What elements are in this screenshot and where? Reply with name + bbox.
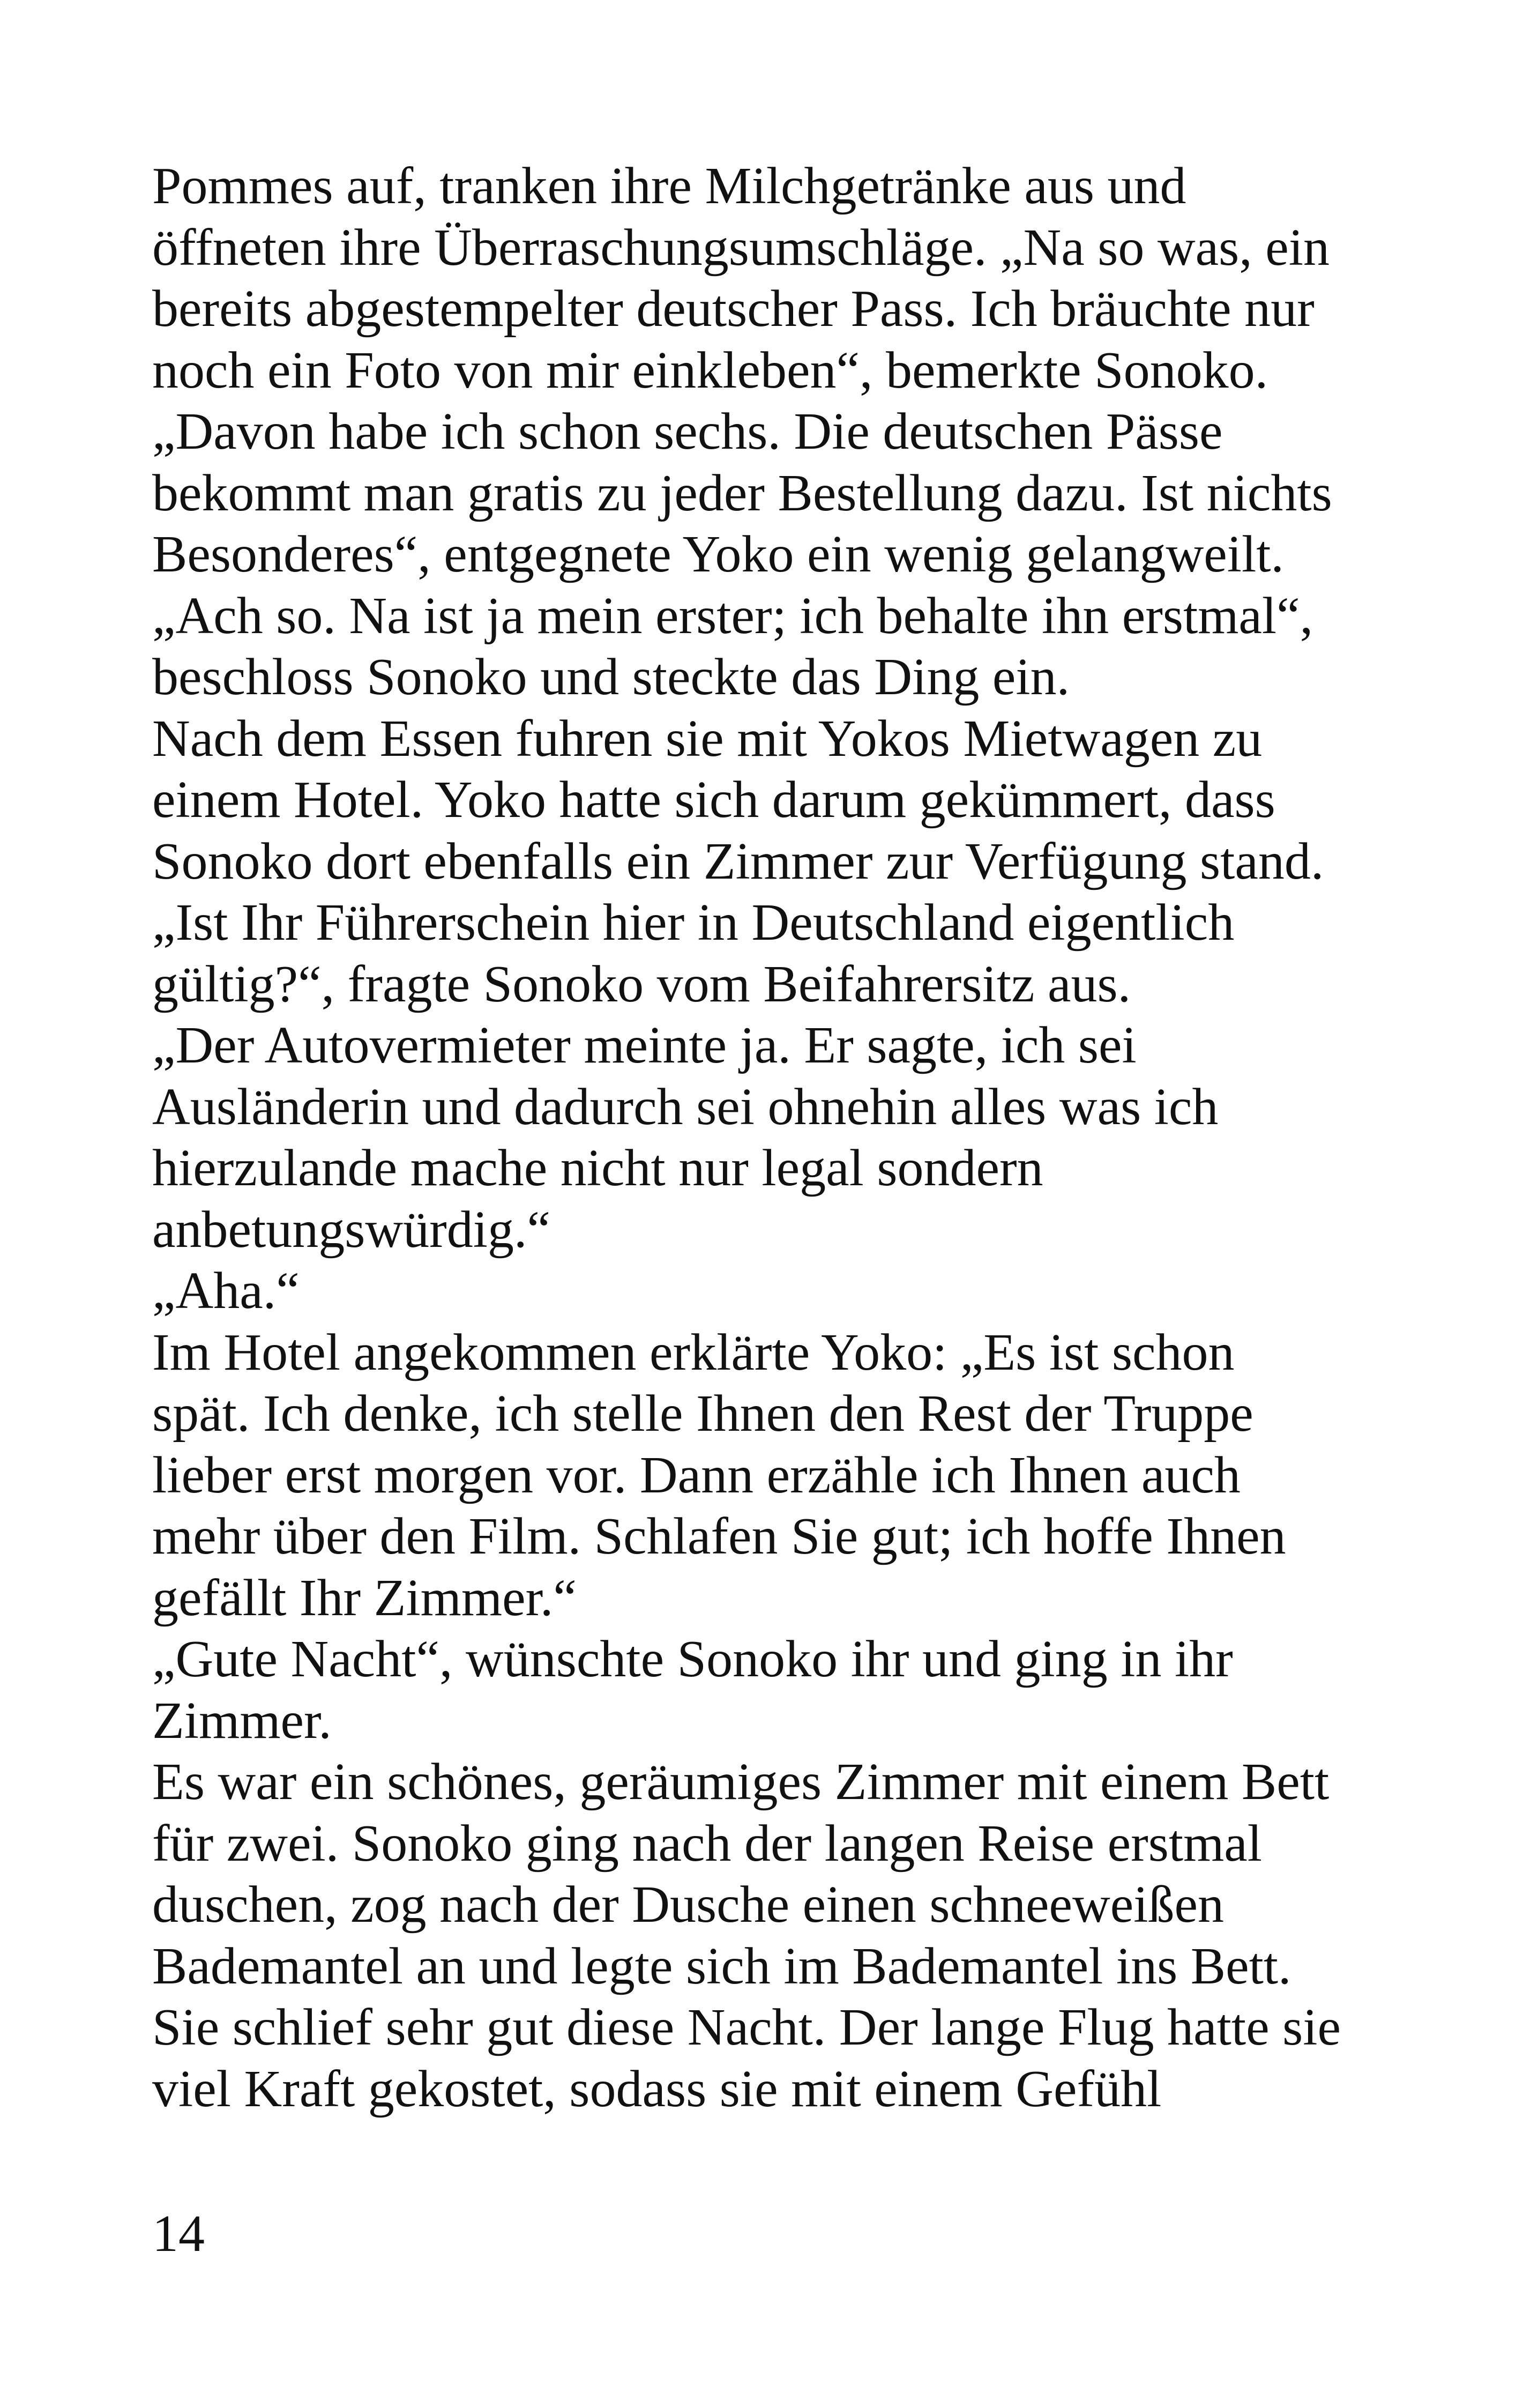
text-line: gefällt Ihr Zimmer.“ (152, 1569, 577, 1627)
text-line: gültig?“, fragte Sonoko vom Beifahrersitz aus. (152, 955, 1131, 1013)
text-line: öffneten ihre Überraschungsumschläge. „Na so was, ein (152, 218, 1330, 277)
text-line: lieber erst morgen vor. Dann erzähle ich Ihnen auch (152, 1446, 1241, 1504)
text-line: „Ist Ihr Führerschein hier in Deutschland eigentlich (152, 894, 1235, 952)
text-line: viel Kraft gekostet, sodass sie mit einem Gefühl (152, 2060, 1162, 2118)
body-text (152, 155, 1385, 2120)
text-line: anbetungswürdig.“ (152, 1200, 550, 1259)
text-line: „Davon habe ich schon sechs. Die deutschen Pässe (152, 403, 1223, 460)
text-line: bekommt man gratis zu jeder Bestellung dazu. Ist nichts (152, 464, 1332, 522)
text-line: für zwei. Sonoko ging nach der langen Reise erstmal (152, 1814, 1263, 1872)
text-line: hierzulande mache nicht nur legal sondern (152, 1139, 1043, 1197)
text-line: Zimmer. (152, 1691, 332, 1750)
text-line: „Gute Nacht“, wünschte Sonoko ihr und ging in ihr (152, 1630, 1233, 1688)
text-line: Nach dem Essen fuhren sie mit Yokos Mietwagen zu (152, 709, 1263, 768)
text-line: „Ach so. Na ist ja mein erster; ich behalte ihn erstmal“, (152, 586, 1313, 645)
page-number: 14 (152, 2205, 205, 2263)
text-line: „Aha.“ (152, 1262, 300, 1320)
text-line: Im Hotel angekommen erklärte Yoko: „Es ist schon (152, 1323, 1235, 1381)
text-line: Besonderes“, entgegnete Yoko ein wenig gelangweilt. (152, 525, 1284, 583)
text-line: mehr über den Film. Schlafen Sie gut; ich hoffe Ihnen (152, 1507, 1286, 1565)
text-line: beschloss Sonoko und steckte das Ding ein. (152, 648, 1070, 706)
text-line: Sonoko dort ebenfalls ein Zimmer zur Verfügung stand. (152, 832, 1324, 890)
text-line: einem Hotel. Yoko hatte sich darum gekümmert, dass (152, 771, 1275, 829)
text-line: noch ein Foto von mir einkleben“, bemerkte Sonoko. (152, 341, 1268, 399)
text-line: duschen, zog nach der Dusche einen schneeweißen (152, 1876, 1225, 1934)
text-line: Bademantel an und legte sich im Bademantel ins Bett. (152, 1937, 1291, 1995)
text-line: Ausländerin und dadurch sei ohnehin alles was ich (152, 1077, 1219, 1136)
text-line: spät. Ich denke, ich stelle Ihnen den Rest der Truppe (152, 1385, 1253, 1443)
text-line: Es war ein schönes, geräumiges Zimmer mit einem Bett (152, 1753, 1330, 1811)
text-line: Pommes auf, tranken ihre Milchgetränke aus und (152, 157, 1186, 215)
text-line: bereits abgestempelter deutscher Pass. Ich bräuchte nur (152, 280, 1315, 338)
text-line: Sie schlief sehr gut diese Nacht. Der lange Flug hatte sie (152, 1998, 1341, 2056)
text-line: „Der Autovermieter meinte ja. Er sagte, ich sei (152, 1016, 1137, 1074)
